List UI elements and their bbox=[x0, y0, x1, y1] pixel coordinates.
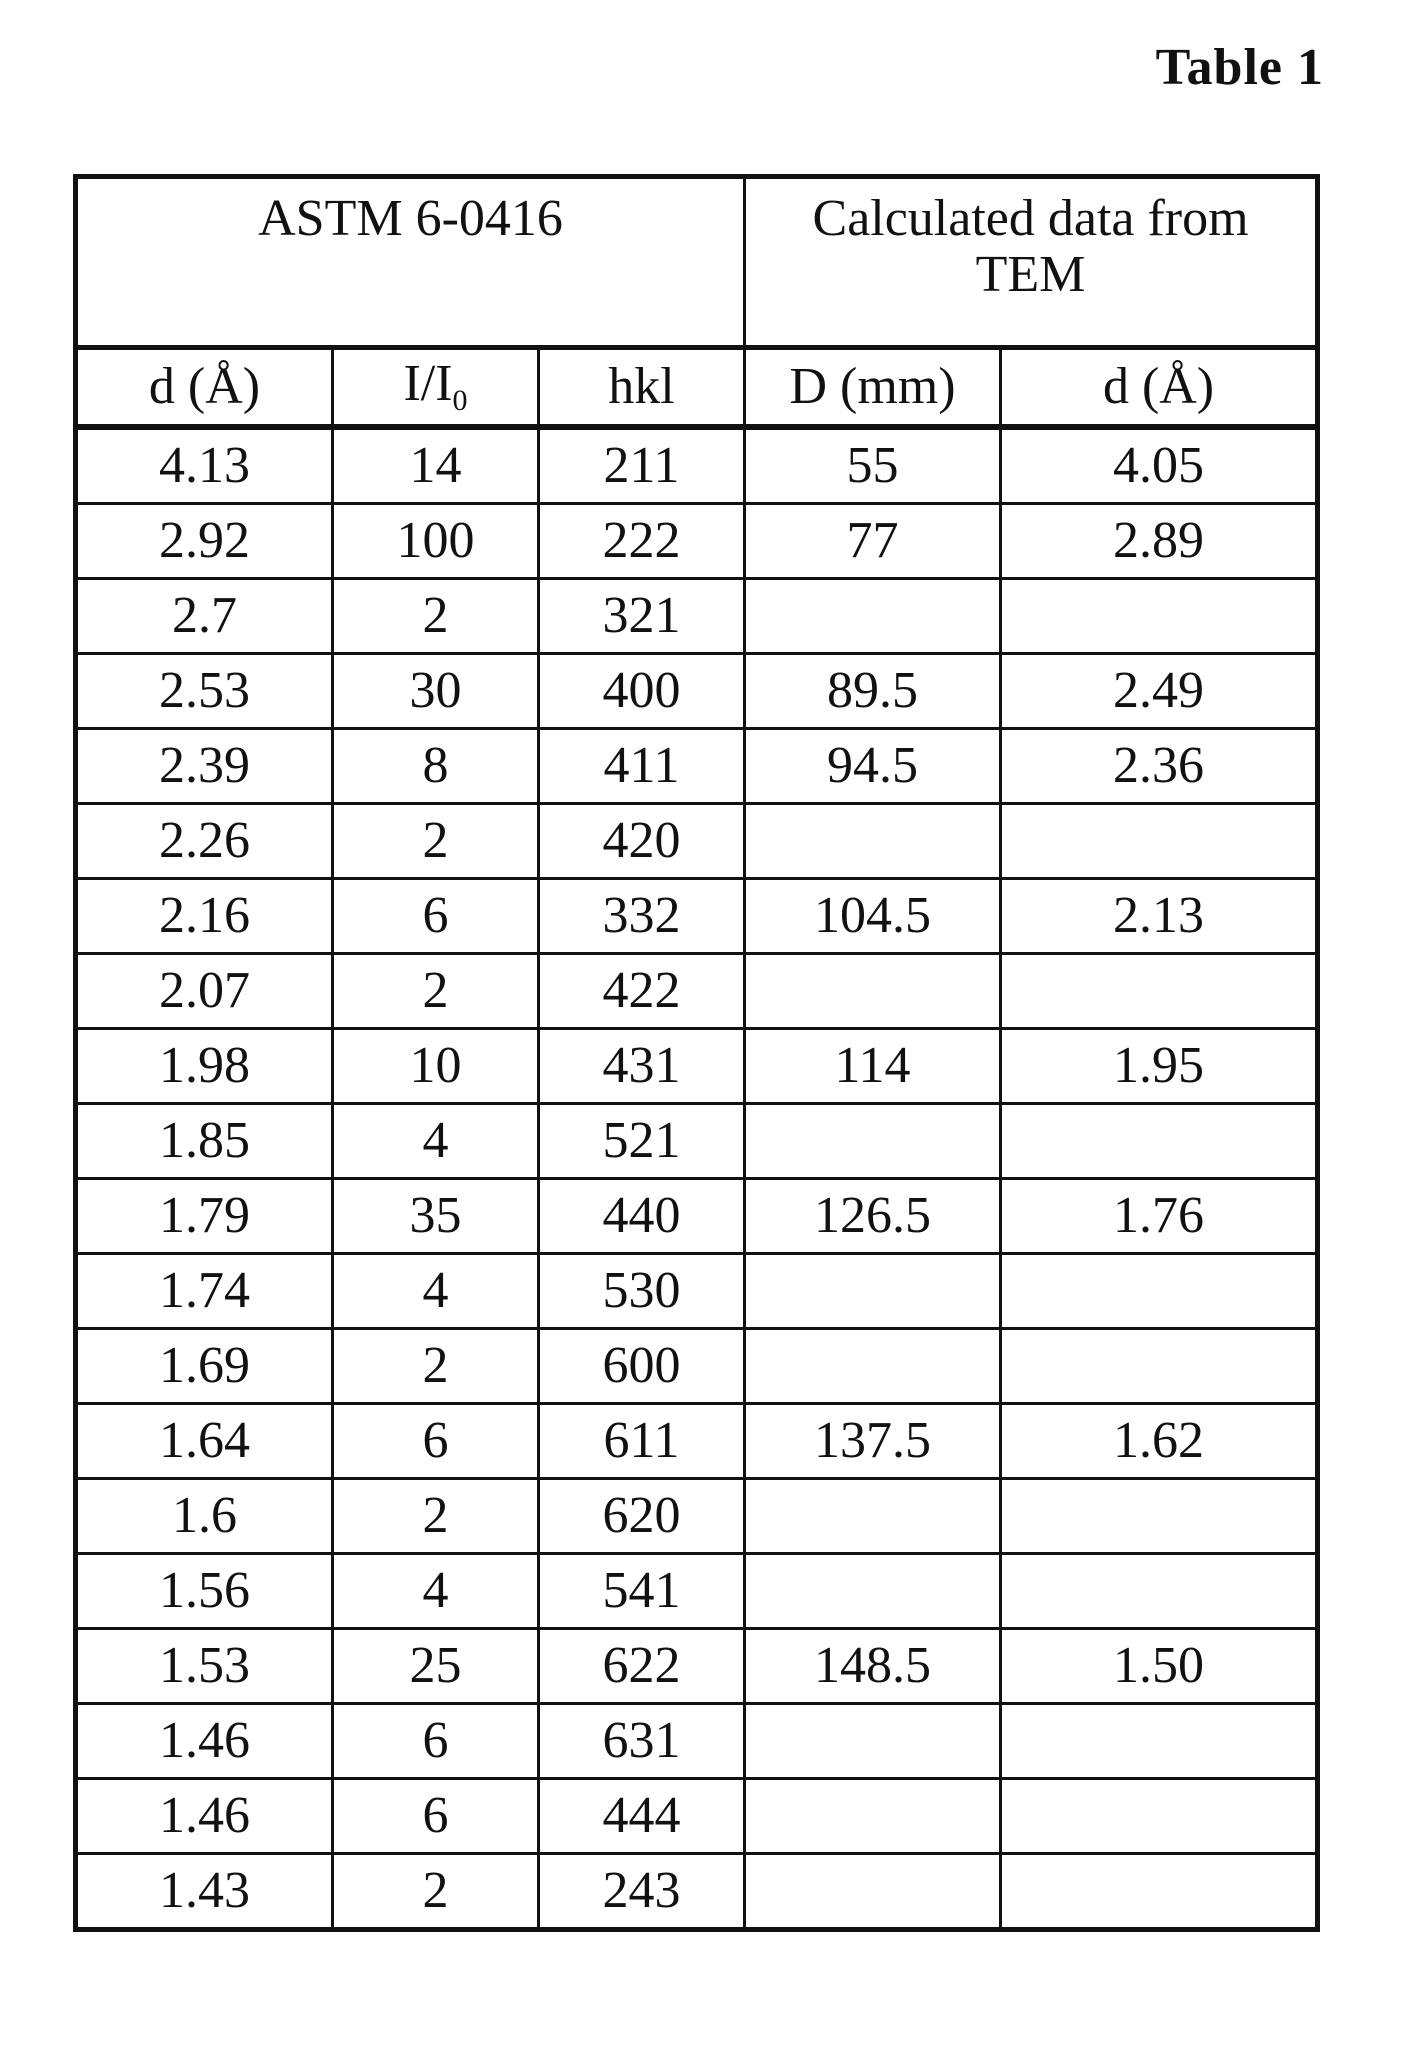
group-header-row bbox=[76, 177, 1318, 348]
group-header-astm bbox=[76, 177, 745, 348]
table-row bbox=[76, 729, 1318, 804]
cell-D-mm bbox=[745, 1254, 1001, 1329]
cell-hkl: 400 bbox=[539, 654, 745, 729]
cell-d-astm: 1.79 bbox=[76, 1179, 333, 1254]
table-row bbox=[76, 504, 1318, 579]
table-row bbox=[76, 1479, 1318, 1554]
cell-hkl: 521 bbox=[539, 1104, 745, 1179]
cell-intensity: 2 bbox=[333, 1854, 539, 1930]
cell-D-mm bbox=[745, 804, 1001, 879]
cell-d-calc: 1.50 bbox=[1001, 1629, 1318, 1704]
cell-hkl: 620 bbox=[539, 1479, 745, 1554]
table-row bbox=[76, 1104, 1318, 1179]
cell-intensity: 6 bbox=[333, 879, 539, 954]
table-row bbox=[76, 654, 1318, 729]
cell-d-calc bbox=[1001, 579, 1318, 654]
cell-intensity: 2 bbox=[333, 1329, 539, 1404]
cell-hkl: 431 bbox=[539, 1029, 745, 1104]
cell-d-astm: 2.16 bbox=[76, 879, 333, 954]
diffraction-data-table bbox=[73, 174, 1320, 1932]
cell-D-mm: 55 bbox=[745, 427, 1001, 504]
cell-D-mm bbox=[745, 1554, 1001, 1629]
cell-intensity: 2 bbox=[333, 579, 539, 654]
cell-intensity: 100 bbox=[333, 504, 539, 579]
table-row bbox=[76, 1329, 1318, 1404]
cell-hkl: 211 bbox=[539, 427, 745, 504]
cell-d-calc bbox=[1001, 1104, 1318, 1179]
table-row bbox=[76, 1029, 1318, 1104]
column-header-hkl: hkl bbox=[539, 348, 745, 428]
cell-d-astm: 1.46 bbox=[76, 1704, 333, 1779]
table-row bbox=[76, 879, 1318, 954]
cell-D-mm bbox=[745, 1704, 1001, 1779]
table-row bbox=[76, 1554, 1318, 1629]
cell-D-mm: 104.5 bbox=[745, 879, 1001, 954]
table-row bbox=[76, 804, 1318, 879]
cell-hkl: 222 bbox=[539, 504, 745, 579]
cell-d-calc: 2.89 bbox=[1001, 504, 1318, 579]
cell-d-calc: 1.76 bbox=[1001, 1179, 1318, 1254]
cell-D-mm: 148.5 bbox=[745, 1629, 1001, 1704]
cell-hkl: 440 bbox=[539, 1179, 745, 1254]
group-header-calculated-line2: TEM bbox=[975, 246, 1086, 303]
cell-hkl: 530 bbox=[539, 1254, 745, 1329]
table-row bbox=[76, 954, 1318, 1029]
cell-hkl: 444 bbox=[539, 1779, 745, 1854]
cell-intensity: 6 bbox=[333, 1779, 539, 1854]
cell-d-calc bbox=[1001, 1779, 1318, 1854]
table-row bbox=[76, 579, 1318, 654]
column-header-intensity-subscript: 0 bbox=[452, 383, 468, 417]
cell-hkl: 332 bbox=[539, 879, 745, 954]
cell-d-calc: 4.05 bbox=[1001, 427, 1318, 504]
cell-hkl: 631 bbox=[539, 1704, 745, 1779]
cell-d-astm: 2.07 bbox=[76, 954, 333, 1029]
cell-D-mm: 89.5 bbox=[745, 654, 1001, 729]
cell-D-mm: 94.5 bbox=[745, 729, 1001, 804]
table-row bbox=[76, 1254, 1318, 1329]
cell-hkl: 420 bbox=[539, 804, 745, 879]
cell-intensity: 6 bbox=[333, 1404, 539, 1479]
cell-D-mm bbox=[745, 579, 1001, 654]
cell-d-calc bbox=[1001, 1704, 1318, 1779]
table-row bbox=[76, 1629, 1318, 1704]
cell-d-astm: 1.43 bbox=[76, 1854, 333, 1930]
cell-intensity: 4 bbox=[333, 1554, 539, 1629]
cell-d-astm: 1.46 bbox=[76, 1779, 333, 1854]
cell-hkl: 243 bbox=[539, 1854, 745, 1930]
cell-D-mm bbox=[745, 1479, 1001, 1554]
cell-intensity: 2 bbox=[333, 954, 539, 1029]
column-header-row bbox=[76, 348, 1318, 428]
cell-d-calc: 2.36 bbox=[1001, 729, 1318, 804]
group-header-calculated-line1: Calculated data from bbox=[812, 190, 1249, 247]
page-title: Table 1 bbox=[1155, 39, 1324, 96]
cell-d-astm: 4.13 bbox=[76, 427, 333, 504]
table-row bbox=[76, 1779, 1318, 1854]
cell-d-calc bbox=[1001, 1854, 1318, 1930]
cell-hkl: 321 bbox=[539, 579, 745, 654]
cell-hkl: 411 bbox=[539, 729, 745, 804]
cell-intensity: 6 bbox=[333, 1704, 539, 1779]
table-row bbox=[76, 1854, 1318, 1930]
cell-d-calc bbox=[1001, 954, 1318, 1029]
table-row bbox=[76, 427, 1318, 504]
cell-d-calc bbox=[1001, 804, 1318, 879]
cell-D-mm bbox=[745, 1779, 1001, 1854]
column-header-intensity bbox=[333, 348, 539, 428]
cell-d-astm: 2.26 bbox=[76, 804, 333, 879]
cell-d-calc: 1.62 bbox=[1001, 1404, 1318, 1479]
cell-intensity: 2 bbox=[333, 804, 539, 879]
table-row bbox=[76, 1404, 1318, 1479]
cell-d-astm: 1.74 bbox=[76, 1254, 333, 1329]
cell-d-astm: 1.64 bbox=[76, 1404, 333, 1479]
cell-d-astm: 1.98 bbox=[76, 1029, 333, 1104]
cell-d-calc: 2.13 bbox=[1001, 879, 1318, 954]
cell-D-mm: 77 bbox=[745, 504, 1001, 579]
cell-hkl: 541 bbox=[539, 1554, 745, 1629]
cell-intensity: 4 bbox=[333, 1254, 539, 1329]
cell-d-astm: 2.92 bbox=[76, 504, 333, 579]
cell-d-astm: 1.69 bbox=[76, 1329, 333, 1404]
cell-d-astm: 2.39 bbox=[76, 729, 333, 804]
cell-hkl: 600 bbox=[539, 1329, 745, 1404]
cell-d-calc: 2.49 bbox=[1001, 654, 1318, 729]
cell-intensity: 14 bbox=[333, 427, 539, 504]
cell-d-astm: 1.56 bbox=[76, 1554, 333, 1629]
table-row bbox=[76, 1179, 1318, 1254]
cell-D-mm: 137.5 bbox=[745, 1404, 1001, 1479]
cell-intensity: 10 bbox=[333, 1029, 539, 1104]
cell-intensity: 30 bbox=[333, 654, 539, 729]
cell-D-mm bbox=[745, 954, 1001, 1029]
cell-D-mm: 126.5 bbox=[745, 1179, 1001, 1254]
cell-hkl: 611 bbox=[539, 1404, 745, 1479]
cell-d-astm: 2.53 bbox=[76, 654, 333, 729]
cell-d-astm: 1.53 bbox=[76, 1629, 333, 1704]
table-body bbox=[76, 427, 1318, 1930]
group-header-calculated bbox=[745, 177, 1318, 348]
cell-hkl: 622 bbox=[539, 1629, 745, 1704]
cell-D-mm: 114 bbox=[745, 1029, 1001, 1104]
cell-D-mm bbox=[745, 1854, 1001, 1930]
cell-intensity: 35 bbox=[333, 1179, 539, 1254]
table-row bbox=[76, 1704, 1318, 1779]
cell-intensity: 4 bbox=[333, 1104, 539, 1179]
group-header-astm-label: ASTM 6-0416 bbox=[258, 190, 563, 247]
column-header-d-astm: d (Å) bbox=[76, 348, 333, 428]
column-header-d-calc: d (Å) bbox=[1001, 348, 1318, 428]
cell-intensity: 8 bbox=[333, 729, 539, 804]
cell-d-astm: 2.7 bbox=[76, 579, 333, 654]
cell-D-mm bbox=[745, 1104, 1001, 1179]
cell-d-calc bbox=[1001, 1554, 1318, 1629]
cell-d-calc: 1.95 bbox=[1001, 1029, 1318, 1104]
cell-intensity: 25 bbox=[333, 1629, 539, 1704]
cell-d-calc bbox=[1001, 1254, 1318, 1329]
cell-d-calc bbox=[1001, 1329, 1318, 1404]
column-header-intensity-main: I/I bbox=[403, 354, 453, 412]
cell-intensity: 2 bbox=[333, 1479, 539, 1554]
cell-d-astm: 1.6 bbox=[76, 1479, 333, 1554]
column-header-D-mm: D (mm) bbox=[745, 348, 1001, 428]
cell-hkl: 422 bbox=[539, 954, 745, 1029]
cell-D-mm bbox=[745, 1329, 1001, 1404]
cell-d-calc bbox=[1001, 1479, 1318, 1554]
cell-d-astm: 1.85 bbox=[76, 1104, 333, 1179]
